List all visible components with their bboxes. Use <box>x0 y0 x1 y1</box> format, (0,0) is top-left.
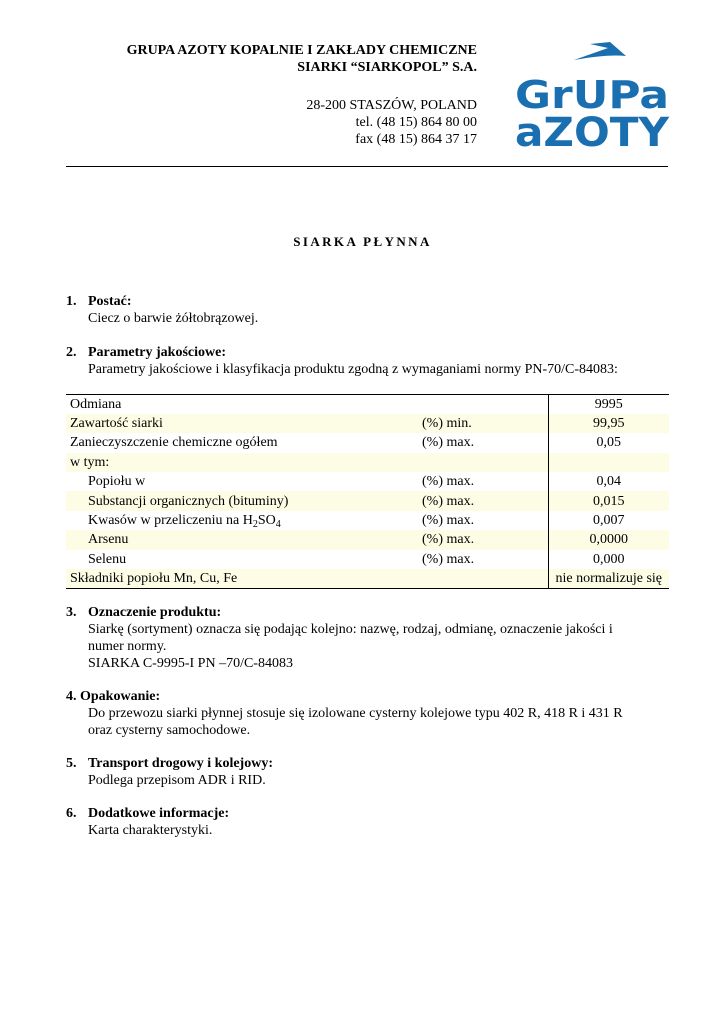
table-row <box>66 472 669 491</box>
parameters-table <box>66 394 669 589</box>
param-name: Popiołu w <box>88 474 146 490</box>
company-name-line1: GRUPA AZOTY KOPALNIE I ZAKŁADY CHEMICZNE <box>126 43 477 58</box>
table-row <box>66 453 669 472</box>
section-dodatkowe <box>66 805 668 839</box>
param-name: Substancji organicznych (bituminy) <box>66 491 422 510</box>
tel-line: tel. (48 15) 864 80 00 <box>355 115 477 130</box>
param-value <box>548 453 669 472</box>
company-address <box>306 97 477 148</box>
section-text-line: oraz cysterny samochodowe. <box>88 723 251 738</box>
table-row <box>66 414 669 433</box>
param-unit: (%) max. <box>422 551 475 567</box>
section-heading: 5. Transport drogowy i kolejowy: <box>66 756 273 771</box>
section-text-line: Do przewozu siarki płynnej stosuje się izolowane cysterny kolejowe typu 402 R, 418 R i 431 R <box>88 706 623 721</box>
param-value: 9995 <box>548 395 669 414</box>
section-heading: 2. Parametry jakościowe: <box>66 345 227 360</box>
param-unit: (%) max. <box>422 491 548 510</box>
param-unit: (%) max. <box>422 530 548 549</box>
param-value: 0,015 <box>548 491 669 510</box>
section-text: Parametry jakościowe i klasyfikacja produktu zgodną z wymaganiami normy PN-70/C-84083: <box>88 362 618 377</box>
table-row <box>66 550 669 569</box>
param-unit: (%) max. <box>422 474 475 490</box>
param-unit: (%) max. <box>422 513 475 529</box>
param-name: Kwasów w przeliczeniu na $H_2SO_4$ <box>88 513 281 531</box>
company-name <box>127 42 477 76</box>
table-row <box>66 433 669 452</box>
param-unit <box>422 453 548 472</box>
logo-text-bottom: aZOTY <box>515 110 671 150</box>
param-name: Selenu <box>88 551 127 567</box>
table-row <box>66 530 669 549</box>
logo-text-top: GrUPa <box>515 73 669 117</box>
param-unit <box>422 395 548 414</box>
param-unit: (%) min. <box>422 414 548 433</box>
address-line: 28-200 STASZÓW, POLAND <box>306 98 477 113</box>
section-heading: 4. Opakowanie: <box>66 689 161 704</box>
header-divider <box>66 166 668 167</box>
param-name: Odmiana <box>66 395 422 414</box>
section-text-line: numer normy. <box>88 639 167 654</box>
section-text: Karta charakterystyki. <box>88 823 213 838</box>
param-unit: (%) max. <box>422 435 475 451</box>
param-value: 0,05 <box>548 433 669 452</box>
section-text: Ciecz o barwie żółtobrązowej. <box>88 311 259 326</box>
section-opakowanie <box>66 688 668 739</box>
section-text-line: Siarkę (sortyment) oznacza się podając kolejno: nazwę, rodzaj, odmianę, oznaczenie jakości i <box>88 622 613 637</box>
param-name: Zanieczyszczenie chemiczne ogółem <box>70 435 278 451</box>
param-value: 0,000 <box>548 550 669 569</box>
section-heading: 1. Postać: <box>66 294 132 309</box>
product-designation: SIARKA C-9995-I PN –70/C-84083 <box>88 656 293 671</box>
company-name-line2: SIARKI “SIARKOPOL” S.A. <box>297 60 477 75</box>
param-value: nie normalizuje się <box>548 569 669 588</box>
param-value: 0,0000 <box>548 530 669 549</box>
grupa-azoty-logo <box>510 42 674 150</box>
table-row <box>66 569 669 588</box>
section-heading: 6. Dodatkowe informacje: <box>66 806 230 821</box>
table-row <box>66 395 669 414</box>
param-name: w tym: <box>66 453 422 472</box>
fax-line: fax (48 15) 864 37 17 <box>355 132 477 147</box>
table-row <box>66 491 669 510</box>
section-text: Podlega przepisom ADR i RID. <box>88 773 266 788</box>
param-value: 0,007 <box>548 511 669 530</box>
section-transport <box>66 755 668 789</box>
param-value: 99,95 <box>548 414 669 433</box>
section-heading: 3. Oznaczenie produktu: <box>66 605 222 620</box>
table-row <box>66 511 669 530</box>
section-postac <box>66 293 668 327</box>
section-oznaczenie <box>66 604 668 672</box>
document-title: SIARKA PŁYNNA <box>293 234 432 249</box>
param-name: Zawartość siarki <box>66 414 422 433</box>
param-unit <box>422 569 548 588</box>
param-value: 0,04 <box>548 472 669 491</box>
param-name: Składniki popiołu Mn, Cu, Fe <box>66 569 422 588</box>
param-name: Arsenu <box>66 530 422 549</box>
section-parametry <box>66 344 668 378</box>
logo-swoosh <box>574 42 626 60</box>
